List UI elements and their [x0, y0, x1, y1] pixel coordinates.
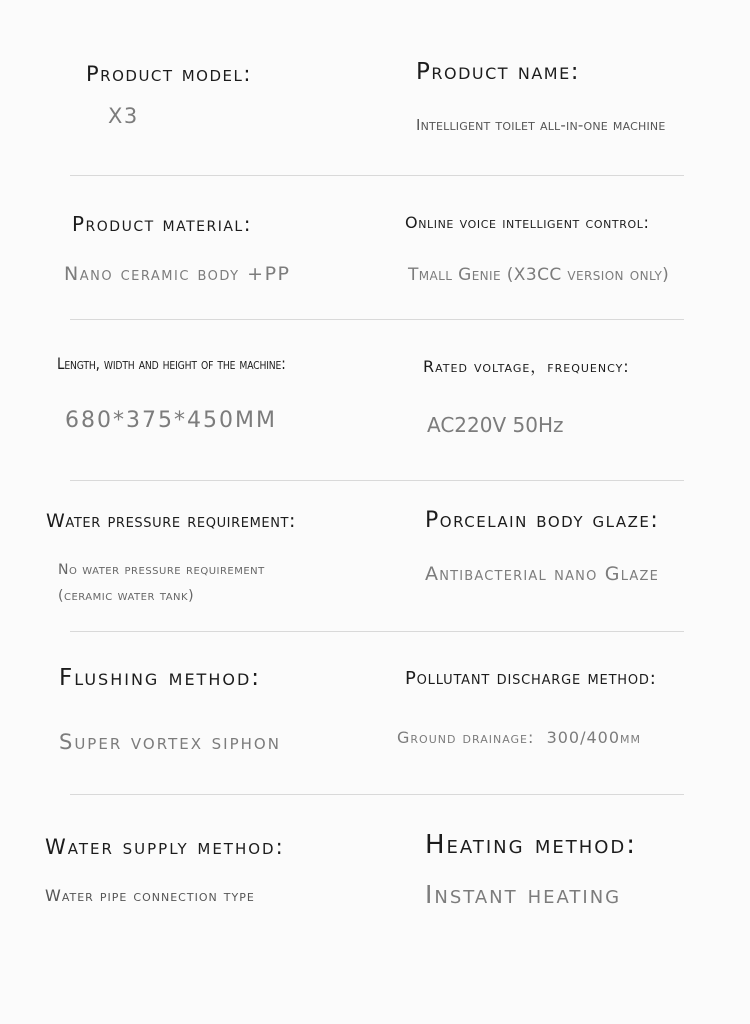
voltage-frequency-value: AC220V 50Hz	[427, 413, 564, 437]
product-name-value: Intelligent toilet all-in-one machine	[416, 116, 666, 134]
product-material-label: Product material:	[72, 212, 252, 236]
product-material-value: Nano ceramic body +PP	[64, 263, 291, 285]
product-name-label: Product name:	[416, 59, 580, 85]
dimensions-label: Length, width and height of the machine:	[57, 354, 286, 373]
voice-control-label: Online voice intelligent control:	[405, 213, 650, 232]
divider	[70, 631, 684, 632]
porcelain-glaze-label: Porcelain body glaze:	[425, 508, 660, 533]
water-pressure-value-line: No water pressure requirement	[58, 562, 265, 578]
divider	[70, 175, 684, 176]
water-supply-label: Water supply method:	[45, 835, 285, 859]
dimensions-value: 680*375*450MM	[65, 408, 277, 433]
porcelain-glaze-value: Antibacterial nano Glaze	[425, 563, 660, 585]
voice-control-value: Tmall Genie (X3CC version only)	[408, 265, 670, 285]
water-pressure-value-line: (ceramic water tank)	[58, 588, 195, 604]
water-pressure-value	[58, 557, 265, 609]
voltage-frequency-label: Rated voltage，frequency:	[423, 357, 630, 376]
divider	[70, 794, 684, 795]
product-model-label: Product model:	[86, 62, 252, 86]
water-supply-value: Water pipe connection type	[45, 886, 255, 905]
flushing-method-label: Flushing method:	[59, 665, 262, 691]
water-pressure-label: Water pressure requirement:	[46, 510, 297, 532]
divider	[70, 480, 684, 481]
product-model-value: X3	[108, 104, 139, 128]
heating-method-value: Instant heating	[425, 880, 622, 909]
pollutant-discharge-value: Ground drainage: 300/400mm	[397, 728, 642, 747]
flushing-method-value: Super vortex siphon	[59, 730, 281, 754]
pollutant-discharge-label: Pollutant discharge method:	[405, 668, 657, 689]
heating-method-label: Heating method:	[425, 830, 638, 860]
divider	[70, 319, 684, 320]
